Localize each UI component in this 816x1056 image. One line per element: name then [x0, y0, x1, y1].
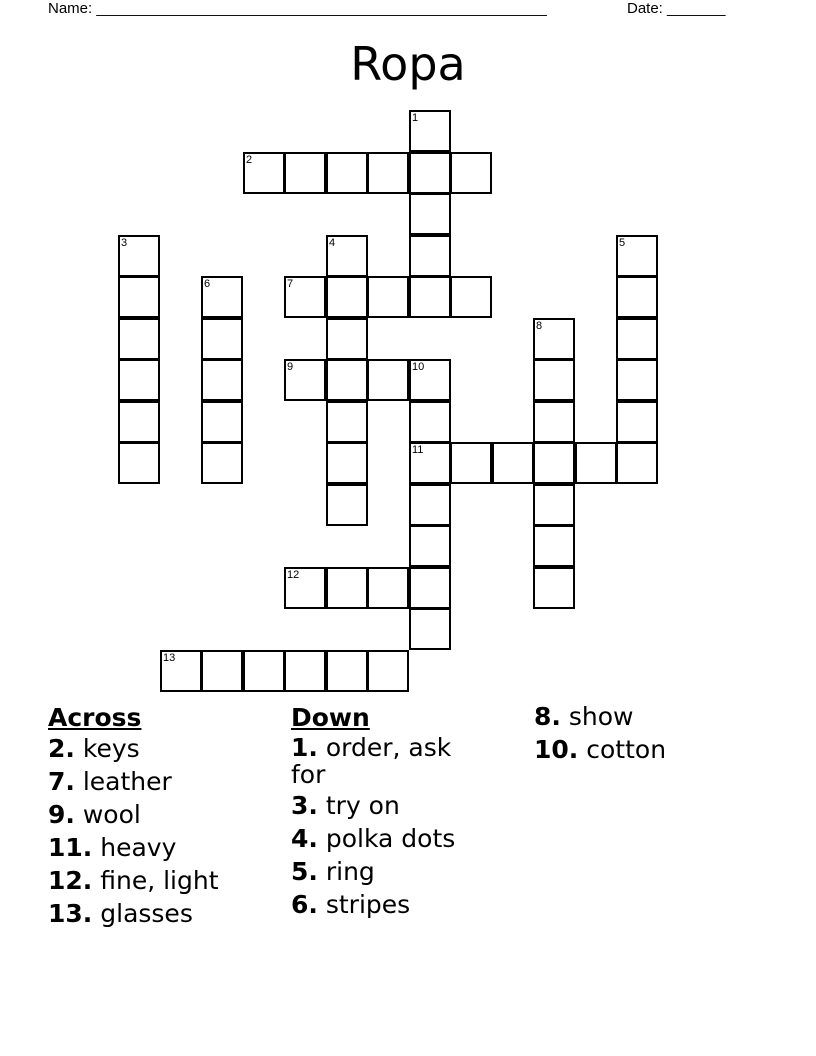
grid-cell[interactable] — [284, 567, 326, 609]
grid-cell[interactable] — [533, 567, 575, 609]
cell-number: 13 — [163, 652, 176, 664]
clue-down-10: 10. cotton — [534, 735, 667, 764]
grid-cell[interactable] — [616, 318, 658, 360]
grid-cell[interactable] — [367, 359, 409, 401]
clue-across-7: 7. leather — [48, 767, 172, 796]
grid-cell[interactable] — [409, 442, 451, 484]
grid-cell[interactable] — [409, 152, 451, 194]
grid-cell[interactable] — [326, 235, 368, 277]
grid-cell[interactable] — [409, 484, 451, 526]
grid-cell[interactable] — [326, 650, 368, 692]
grid-cell[interactable] — [326, 152, 368, 194]
grid-cell[interactable] — [409, 193, 451, 235]
cell-number: 10 — [412, 361, 425, 373]
grid-cell[interactable] — [201, 442, 243, 484]
grid-cell[interactable] — [118, 401, 160, 443]
grid-cell[interactable] — [160, 650, 202, 692]
cell-number: 8 — [536, 320, 543, 332]
cell-number: 7 — [287, 278, 294, 290]
grid-cell[interactable] — [450, 152, 492, 194]
clue-across-11: 11. heavy — [48, 833, 177, 862]
grid-cell[interactable] — [367, 567, 409, 609]
grid-cell[interactable] — [575, 442, 617, 484]
grid-cell[interactable] — [409, 276, 451, 318]
down-clues-continued — [534, 702, 764, 768]
grid-cell[interactable] — [201, 276, 243, 318]
grid-cell[interactable] — [616, 276, 658, 318]
across-clues — [48, 702, 278, 932]
grid-cell[interactable] — [243, 152, 285, 194]
grid-cell[interactable] — [533, 442, 575, 484]
grid-cell[interactable] — [367, 152, 409, 194]
grid-cell[interactable] — [243, 650, 285, 692]
grid-cell[interactable] — [533, 525, 575, 567]
grid-cell[interactable] — [616, 401, 658, 443]
grid-cell[interactable] — [201, 650, 243, 692]
grid-cell[interactable] — [367, 650, 409, 692]
cell-number: 4 — [329, 237, 336, 249]
clue-down-8: 8. show — [534, 702, 634, 731]
grid-cell[interactable] — [533, 359, 575, 401]
grid-cell[interactable] — [409, 401, 451, 443]
cell-number: 6 — [204, 278, 211, 290]
clue-down-5: 5. ring — [291, 857, 375, 886]
grid-cell[interactable] — [201, 318, 243, 360]
grid-cell[interactable] — [326, 359, 368, 401]
grid-cell[interactable] — [533, 484, 575, 526]
clue-across-13: 13. glasses — [48, 899, 193, 928]
grid-cell[interactable] — [367, 276, 409, 318]
clue-down-3: 3. try on — [291, 791, 400, 820]
cell-number: 5 — [619, 237, 626, 249]
across-heading: Across — [48, 703, 142, 732]
grid-cell[interactable] — [284, 359, 326, 401]
clue-across-9: 9. wool — [48, 800, 141, 829]
clue-down-1: 1. order, ask for — [291, 733, 452, 789]
clue-down-6: 6. stripes — [291, 890, 411, 919]
grid-cell[interactable] — [616, 359, 658, 401]
grid-cell[interactable] — [533, 318, 575, 360]
grid-cell[interactable] — [409, 525, 451, 567]
grid-cell[interactable] — [326, 567, 368, 609]
grid-cell[interactable] — [118, 235, 160, 277]
grid-cell[interactable] — [118, 359, 160, 401]
grid-cell[interactable] — [284, 650, 326, 692]
grid-cell[interactable] — [450, 276, 492, 318]
cell-number: 1 — [412, 112, 419, 124]
down-clues — [291, 702, 471, 923]
grid-cell[interactable] — [284, 152, 326, 194]
grid-cell[interactable] — [409, 235, 451, 277]
date-field[interactable]: Date: _______ — [627, 0, 726, 17]
clue-down-4: 4. polka dots — [291, 824, 456, 853]
grid-cell[interactable] — [326, 276, 368, 318]
grid-cell[interactable] — [409, 608, 451, 650]
cell-number: 12 — [287, 569, 300, 581]
grid-cell[interactable] — [118, 276, 160, 318]
grid-cell[interactable] — [326, 401, 368, 443]
grid-cell[interactable] — [326, 318, 368, 360]
grid-cell[interactable] — [284, 276, 326, 318]
cell-number: 9 — [287, 361, 294, 373]
name-field[interactable]: Name: ______________________________________________________ — [48, 0, 547, 17]
grid-cell[interactable] — [450, 442, 492, 484]
grid-cell[interactable] — [326, 442, 368, 484]
grid-cell[interactable] — [409, 359, 451, 401]
cell-number: 2 — [246, 154, 253, 166]
grid-cell[interactable] — [616, 235, 658, 277]
grid-cell[interactable] — [201, 359, 243, 401]
grid-cell[interactable] — [409, 567, 451, 609]
grid-cell[interactable] — [616, 442, 658, 484]
grid-cell[interactable] — [409, 110, 451, 152]
cell-number: 11 — [412, 444, 424, 456]
cell-number: 3 — [121, 237, 128, 249]
grid-cell[interactable] — [118, 442, 160, 484]
down-heading: Down — [291, 703, 370, 732]
page-title: Ropa — [350, 37, 466, 91]
clue-across-12: 12. fine, light — [48, 866, 219, 895]
grid-cell[interactable] — [492, 442, 534, 484]
grid-cell[interactable] — [326, 484, 368, 526]
clue-across-2: 2. keys — [48, 734, 140, 763]
grid-cell[interactable] — [533, 401, 575, 443]
grid-cell[interactable] — [118, 318, 160, 360]
grid-cell[interactable] — [201, 401, 243, 443]
